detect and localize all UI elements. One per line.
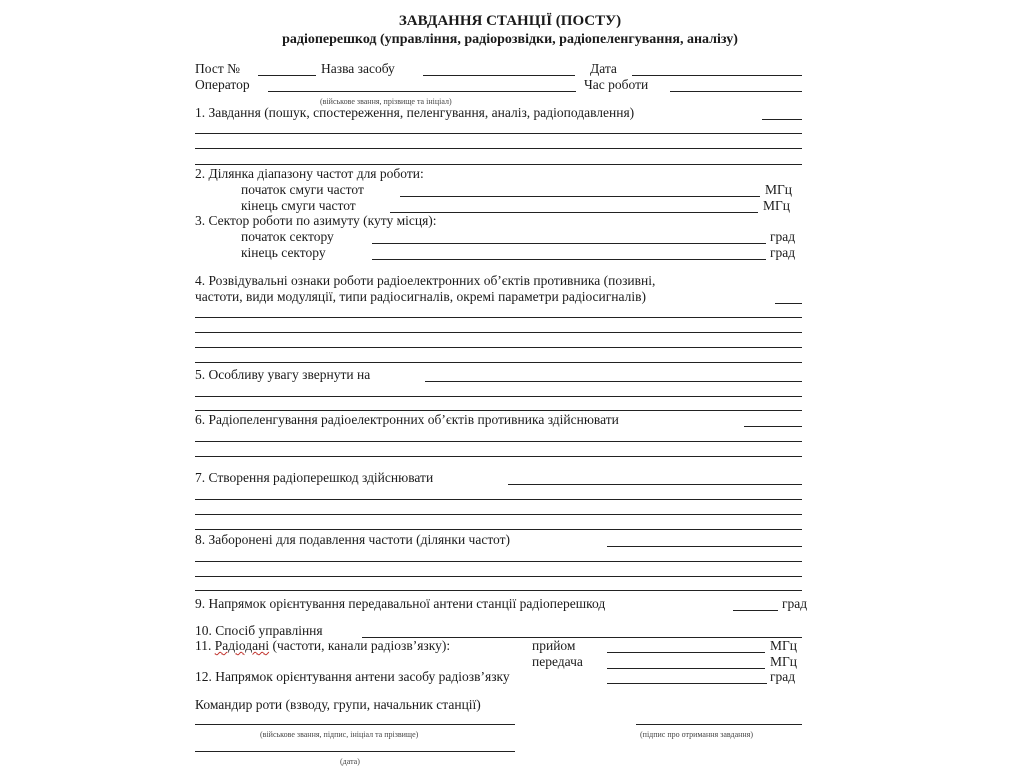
item-4-label-line2: частоти, види модуляції, типи радіосигналів, окремі параметри радіосигналів) bbox=[195, 289, 646, 304]
freq-end-unit: МГц bbox=[763, 198, 791, 213]
rx-field[interactable] bbox=[607, 652, 765, 653]
item-1-line[interactable] bbox=[195, 164, 802, 165]
item-3-label: 3. Сектор роботи по азимуту (куту місця): bbox=[195, 213, 437, 228]
item-4-line[interactable] bbox=[195, 332, 802, 333]
freq-start-field[interactable] bbox=[400, 196, 760, 197]
date-label: Дата bbox=[590, 61, 617, 76]
work-time-label: Час роботи bbox=[584, 77, 649, 92]
item-12-field[interactable] bbox=[607, 683, 767, 684]
tx-unit: МГц bbox=[770, 654, 798, 669]
rx-unit: МГц bbox=[770, 638, 798, 653]
date-field[interactable] bbox=[632, 75, 802, 76]
item-12-label: 12. Напрямок орієнтування антени засобу радіозв’язку bbox=[195, 669, 510, 684]
form-title: ЗАВДАННЯ СТАНЦІЇ (ПОСТУ) bbox=[398, 13, 622, 29]
item-1-field[interactable] bbox=[762, 119, 802, 120]
item-8-line[interactable] bbox=[195, 590, 802, 591]
item-4-label-line1: 4. Розвідувальні ознаки роботи радіоелектронних об’єктів противника (позивні, bbox=[195, 273, 656, 288]
item-5-line[interactable] bbox=[195, 396, 802, 397]
commander-signature-hint: (військове звання, підпис, ініціал та прізвище) bbox=[260, 730, 419, 739]
sector-end-unit: град bbox=[770, 245, 796, 260]
item-7-line[interactable] bbox=[195, 514, 802, 515]
tx-field[interactable] bbox=[607, 668, 765, 669]
item-10-label: 10. Спосіб управління bbox=[195, 623, 323, 638]
item-8-label: 8. Заборонені для подавлення частоти (ділянки частот) bbox=[195, 532, 511, 547]
device-name-label: Назва засобу bbox=[321, 61, 395, 76]
item-7-field[interactable] bbox=[508, 484, 802, 485]
sector-start-label: початок сектору bbox=[241, 229, 334, 244]
operator-label: Оператор bbox=[195, 77, 250, 92]
item-4-line[interactable] bbox=[195, 347, 802, 348]
freq-start-unit: МГц bbox=[765, 182, 793, 197]
item-7-line[interactable] bbox=[195, 529, 802, 530]
sector-start-field[interactable] bbox=[372, 243, 766, 244]
item-9-unit: град bbox=[782, 596, 808, 611]
item-5-line[interactable] bbox=[195, 410, 802, 411]
rx-label: прийом bbox=[532, 638, 576, 653]
date-signature-field[interactable] bbox=[195, 751, 515, 752]
sector-end-label: кінець сектору bbox=[241, 245, 326, 260]
item-6-label: 6. Радіопеленгування радіоелектронних об’єктів противника здійснювати bbox=[195, 412, 619, 427]
item-9-label: 9. Напрямок орієнтування передавальної антени станції радіоперешкод bbox=[195, 596, 606, 611]
commander-signature-field[interactable] bbox=[195, 724, 515, 725]
sector-end-field[interactable] bbox=[372, 259, 766, 260]
sector-start-unit: град bbox=[770, 229, 796, 244]
freq-end-field[interactable] bbox=[390, 212, 758, 213]
item-6-line[interactable] bbox=[195, 456, 802, 457]
item-11-word: Радіодані bbox=[214, 638, 270, 653]
item-1-line[interactable] bbox=[195, 148, 802, 149]
item-2-label: 2. Ділянка діапазону частот для роботи: bbox=[195, 166, 424, 181]
freq-start-label: початок смуги частот bbox=[241, 182, 364, 197]
item-6-field[interactable] bbox=[744, 426, 802, 427]
item-4-line[interactable] bbox=[195, 362, 802, 363]
item-7-line[interactable] bbox=[195, 499, 802, 500]
item-4-field[interactable] bbox=[775, 303, 802, 304]
item-5-label: 5. Особливу увагу звернути на bbox=[195, 367, 371, 382]
date-hint: (дата) bbox=[340, 757, 360, 766]
item-4-line[interactable] bbox=[195, 317, 802, 318]
item-8-line[interactable] bbox=[195, 561, 802, 562]
item-8-line[interactable] bbox=[195, 576, 802, 577]
operator-hint: (військове звання, прізвище та ініціал) bbox=[320, 97, 452, 106]
freq-end-label: кінець смуги частот bbox=[241, 198, 356, 213]
commander-label: Командир роти (взводу, групи, начальник станції) bbox=[195, 697, 481, 712]
item-7-label: 7. Створення радіоперешкод здійснювати bbox=[195, 470, 434, 485]
receipt-signature-hint: (підпис про отримання завдання) bbox=[640, 730, 754, 739]
item-8-field[interactable] bbox=[607, 546, 802, 547]
item-9-field[interactable] bbox=[733, 610, 778, 611]
work-time-field[interactable] bbox=[670, 91, 802, 92]
operator-field[interactable] bbox=[268, 91, 576, 92]
item-11-rest: (частоти, канали радіозв’язку): bbox=[272, 638, 451, 653]
item-6-line[interactable] bbox=[195, 441, 802, 442]
device-name-field[interactable] bbox=[423, 75, 575, 76]
receipt-signature-field[interactable] bbox=[636, 724, 802, 725]
post-number-label: Пост № bbox=[195, 61, 240, 76]
item-12-unit: град bbox=[770, 669, 796, 684]
item-11-number: 11. bbox=[195, 638, 212, 653]
item-1-line[interactable] bbox=[195, 133, 802, 134]
item-11-label bbox=[195, 638, 450, 654]
post-number-field[interactable] bbox=[258, 75, 316, 76]
tx-label: передача bbox=[532, 654, 583, 669]
item-5-field[interactable] bbox=[425, 381, 802, 382]
item-1-label: 1. Завдання (пошук, спостереження, пеленгування, аналіз, радіоподавлення) bbox=[195, 105, 635, 120]
form-subtitle: радіоперешкод (управління, радіорозвідки, радіопеленгування, аналізу) bbox=[282, 32, 738, 47]
